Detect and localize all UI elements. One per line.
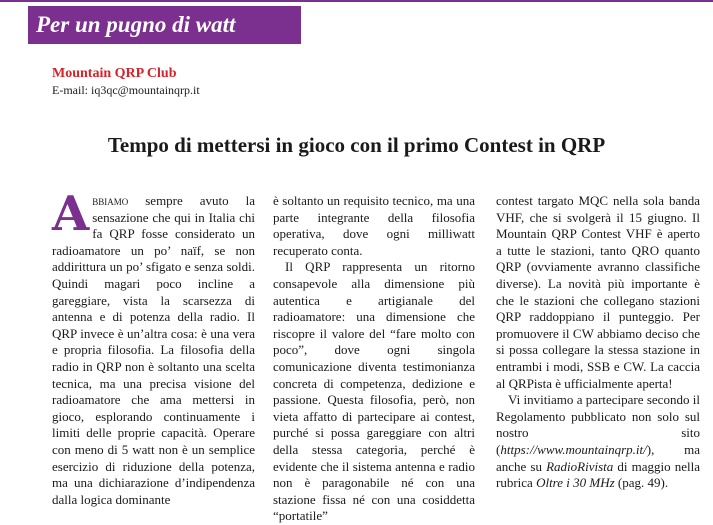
article-title: Tempo di mettersi in gioco con il primo Contest in QRP <box>107 133 606 157</box>
paragraph <box>496 392 700 492</box>
paragraph: Il QRP rappresenta un ritorno consapevole alla dimensione più autentica e artigianale del radioamatore: una dimensione che riscopre il valore del “fare molto con poco”, dove ogni singola comunicazione diventa testimonianza concreta di competenza, dedizione e passione. Questa filosofia, però, non vieta affatto di partecipare ai contest, purché si possa gareggiare con altri della stessa categoria, perché è evidente che il sistema antenna e radio non è paragonabile né con una stazione fissa né con una cosiddetta “portatile” <box>273 259 475 524</box>
paragraph <box>52 186 255 508</box>
magazine-name: RadioRivista <box>546 458 614 474</box>
author-email: E-mail: iq3qc@mountainqrp.it <box>52 83 200 97</box>
column-2 <box>273 193 475 524</box>
organization-name: Mountain QRP Club <box>52 66 177 81</box>
drop-cap: A <box>52 186 90 242</box>
rubric-name: Oltre i 30 MHz <box>536 475 615 491</box>
website-link[interactable]: https://www.mountainqrp.it/ <box>500 441 647 457</box>
paragraph: contest targato MQC nella sola banda VHF, che si svolgerà il 15 giugno. Il Mountain QRP Contest VHF è aperto a tutte le stazioni, tanto QRO quanto QRP (ovviamente avranno classifiche diverse). La novità più importante è che le stazioni che collegano stazioni QRP raddoppiano il punteggio. Per promuovere il CW abbiamo deciso che si possa collegare la stessa stazione in entrambi i modi, SSB e CW. La caccia al QRPista è ufficialmente aperta! <box>496 193 700 391</box>
lead-words: bbiamo <box>92 193 129 208</box>
paragraph-text: Vi invitiamo a partecipare secondo il Regolamento pubblicato non solo sul nostro sito ( <box>496 392 700 457</box>
paragraph-text: di maggio nella rubrica <box>496 458 700 491</box>
paragraph-text: (pag. 49). <box>614 475 669 491</box>
column-1 <box>52 186 255 507</box>
paragraph-text: sempre avuto la sensazione che qui in Italia chi fa QRP fosse considerato un radioamatore un po’ naïf, se non addirittura un po’ sfigato e senza soldi. Quindi magari poco incline a gareggiare, vista la scarsezza di antenna e di potenza della radio. Il QRP invece è un’altra cosa: è una vera e propria filosofia. La filosofia della radio in QRP non è soltanto una scelta tecnica, ma una precisa visione del radioamatore che ama mettersi in gioco, esplorando continuamente i limiti delle proprie capacità. Operare con meno di 5 watt non è un semplice esercizio di riduzione della potenza, ma una dichiarazione d’indipendenza dalla logica dominante <box>52 193 255 507</box>
section-banner: Per un pugno di watt <box>28 6 301 44</box>
paragraph: è soltanto un requisito tecnico, ma una parte integrante della filosofia operativa, dove ogni milliwatt recuperato conta. <box>273 193 475 258</box>
top-rule <box>0 0 713 2</box>
paragraph-text: ), ma anche su <box>496 441 700 474</box>
column-3 <box>496 193 700 491</box>
